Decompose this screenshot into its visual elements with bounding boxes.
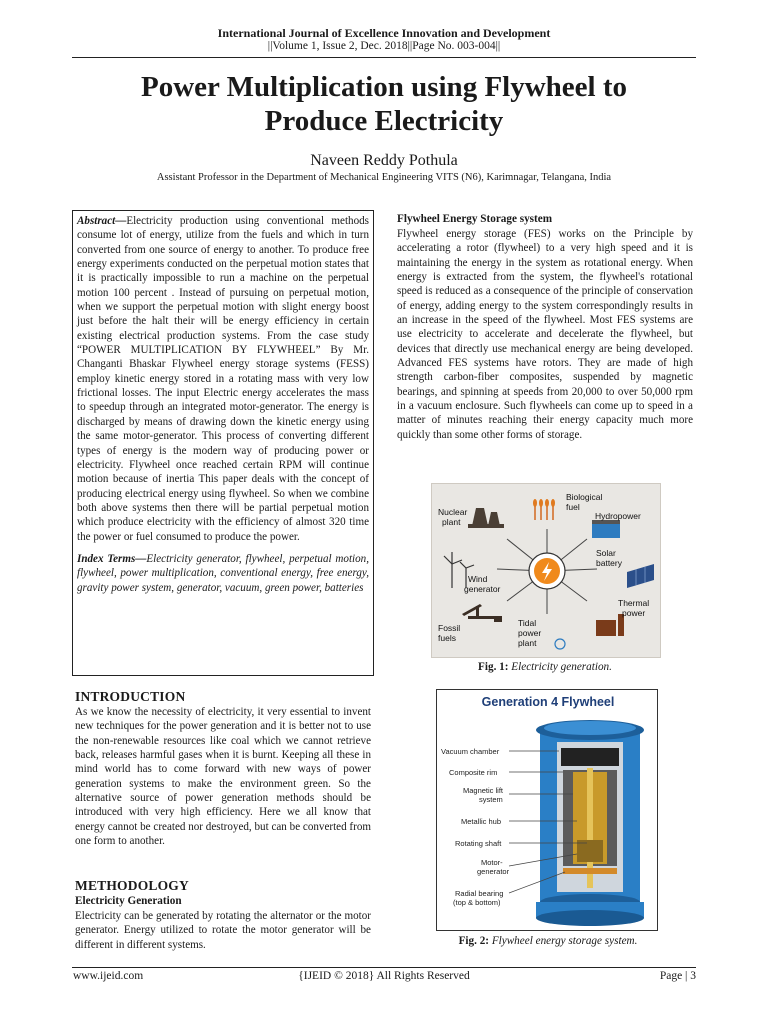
label-tidal-3: plant [518, 638, 537, 648]
label-hydropower: Hydropower [595, 511, 641, 521]
index-terms-dash: — [135, 552, 147, 565]
label-solar: Solar [596, 548, 616, 558]
title-line-2: Produce Electricity [264, 105, 504, 137]
label-tidal: Tidal [518, 618, 537, 628]
fes-text: Flywheel energy storage (FES) works on the Principle by accelerating a rotor (flywheel) to a very high speed and it is maintaining the energy in the system as rotational energy. When energy is extracted from the system, the flywheel's rotational speed is reduced as a consequence of the principle of conservation of energy, adding energy to the system correspondingly results in an increase in the speed of the flywheel. Most FES systems are use electricity to accelerate and decelerate the flywheel, but devices that directly use mechanical energy are being developed. Advanced FES systems have rotors. They are made of high strength carbon-fiber composites, suspended by magnetic bearings, and spinning at speeds from 20,000 to over 50,000 rpm in a vacuum enclosure. Such flywheels can come up to speed in a matter of minutes reaching their energy capacity much more quickly than some other forms of storage. [397, 228, 693, 441]
figure-2-caption [400, 935, 696, 947]
label-nuclear: Nuclear [438, 507, 468, 517]
label-radial-bearing: Radial bearing [455, 889, 504, 898]
biological-fuel-icon [533, 499, 555, 520]
label-vacuum-chamber: Vacuum chamber [441, 747, 500, 756]
electricity-generation-heading: Electricity Generation [75, 895, 182, 907]
index-terms-label: Index Terms [77, 552, 136, 565]
abstract-label: Abstract [77, 215, 116, 227]
author-affiliation: Assistant Professor in the Department of Mechanical Engineering VITS (N6), Karimnagar, Telangana, India [156, 172, 612, 183]
hydropower-icon [592, 520, 620, 538]
figure-flywheel-storage [436, 689, 658, 931]
fossil-fuels-icon [462, 604, 502, 622]
label-motor-generator-2: generator [477, 867, 510, 876]
thermal-power-icon [596, 614, 624, 636]
label-fossil: Fossil [438, 623, 461, 633]
paper-title [0, 70, 768, 138]
label-thermal-2: power [622, 608, 646, 618]
figure-2-label: Fig. 2: [458, 935, 490, 947]
label-motor-generator: Motor- [481, 858, 503, 867]
label-solar-2: battery [596, 558, 622, 568]
introduction-heading: INTRODUCTION [75, 689, 186, 704]
label-biological-2: fuel [566, 502, 580, 512]
author-name: Naveen Reddy Pothula [310, 152, 458, 169]
label-biological: Biological [566, 492, 603, 502]
label-radial-bearing-2: (top & bottom) [453, 898, 501, 907]
fes-heading: Flywheel Energy Storage system [397, 213, 553, 225]
figure-2-caption-text: Flywheel energy storage system. [491, 935, 638, 947]
journal-name: International Journal of Excellence Innovation and Development [217, 26, 551, 40]
footer-copyright: {IJEID © 2018} All Rights Reserved [298, 970, 470, 982]
abstract-box [72, 210, 374, 676]
nuclear-plant-icon [468, 508, 504, 528]
introduction-text: As we know the necessity of electricity, it very essential to invent new techniques for the power generation and it is better not to use the non-renewable resources like coal which we cannot retrieve back, releases harmful gases when it is burnt. Keeping all these in mind world has to come forward with new ways of power generation systems to make the environment green. So the alternative source of power generation methods should be introduced with very high efficiency. Here we all know that energy cannot be created nor destroyed, but can be converted from one form to another. [75, 706, 371, 848]
title-line-1: Power Multiplication using Flywheel to [140, 71, 627, 103]
label-rotating-shaft: Rotating shaft [455, 839, 502, 848]
label-magnetic-lift: Magnetic lift [463, 786, 504, 795]
methodology-heading: METHODOLOGY [75, 878, 189, 893]
index-terms-text: Electricity generator, flywheel, perpetual motion, flywheel, power multiplication, conventional energy, free energy, gravity power system, generator, vacuum, green power, batteries [77, 552, 369, 594]
abstract-dash: — [115, 215, 127, 227]
figure-1-caption [400, 661, 690, 673]
figure-1-caption-text: Electricity generation. [511, 661, 612, 673]
solar-battery-icon [627, 564, 654, 588]
label-nuclear-2: plant [442, 517, 461, 527]
tidal-power-icon [555, 639, 565, 649]
footer-rule [72, 967, 696, 968]
header-rule [72, 57, 696, 58]
label-thermal: Thermal [618, 598, 650, 608]
figure-electricity-generation [431, 483, 661, 658]
label-metallic-hub: Metallic hub [461, 817, 502, 826]
abstract-paragraph [77, 214, 369, 544]
footer-url[interactable]: www.ijeid.com [73, 970, 144, 982]
electricity-generation-text: Electricity can be generated by rotating the alternator or the motor generator. Energy utilized to rotate the motor generator will be different in different systems. [75, 910, 371, 951]
label-tidal-2: power [518, 628, 542, 638]
flywheel-diagram-title: Generation 4 Flywheel [481, 695, 615, 709]
figure-1-label: Fig. 1: [478, 661, 509, 673]
label-fossil-2: fuels [438, 633, 456, 643]
abstract-text: Electricity production using conventional methods consume lot of energy, utilize from the fuels and which in turn converted from one source of energy to another. To produce free energy experiments conducted on the perpetual motion states that it is practically impossible to run a machine on the perpetual motion 100 percent . Instead of pursuing on perpetual motion, when we support the perpetual motion with slight energy boost just before the halt their will be energy efficiency in certain existing electrical production systems. From the case study “POWER MULTIPLICATION BY FLYWHEEL” By Mr. Changanti Bhaskar Flywheel energy storage systems (FESS) employ kinetic energy stored in a rotating mass with very low frictional losses. The input Electric energy accelerates the mass to speedup through an integrated motor-generator. The energy is discharged by means of drawing down the kinetic energy using the same motor-generator. This process of converting different types of energy is the modern way of producing power or electricity. Flywheel once reached certain RPM will continue motion because of inertia This paper deals with the concept of producing electrical energy using flywheel. So when we combine both above systems then there will be partial perpetual motion which produce electricity with the efficiency of almost 320 time the power or fuel consumed to produce the power. [77, 215, 369, 543]
label-magnetic-lift-2: system [479, 795, 503, 804]
issue-line: ||Volume 1, Issue 2, Dec. 2018||Page No. 003-004|| [267, 40, 501, 52]
label-wind: Wind [468, 574, 488, 584]
index-terms [77, 552, 369, 595]
label-wind-2: generator [464, 584, 501, 594]
footer-page-number: Page | 3 [659, 970, 696, 982]
label-composite-rim: Composite rim [449, 768, 498, 777]
